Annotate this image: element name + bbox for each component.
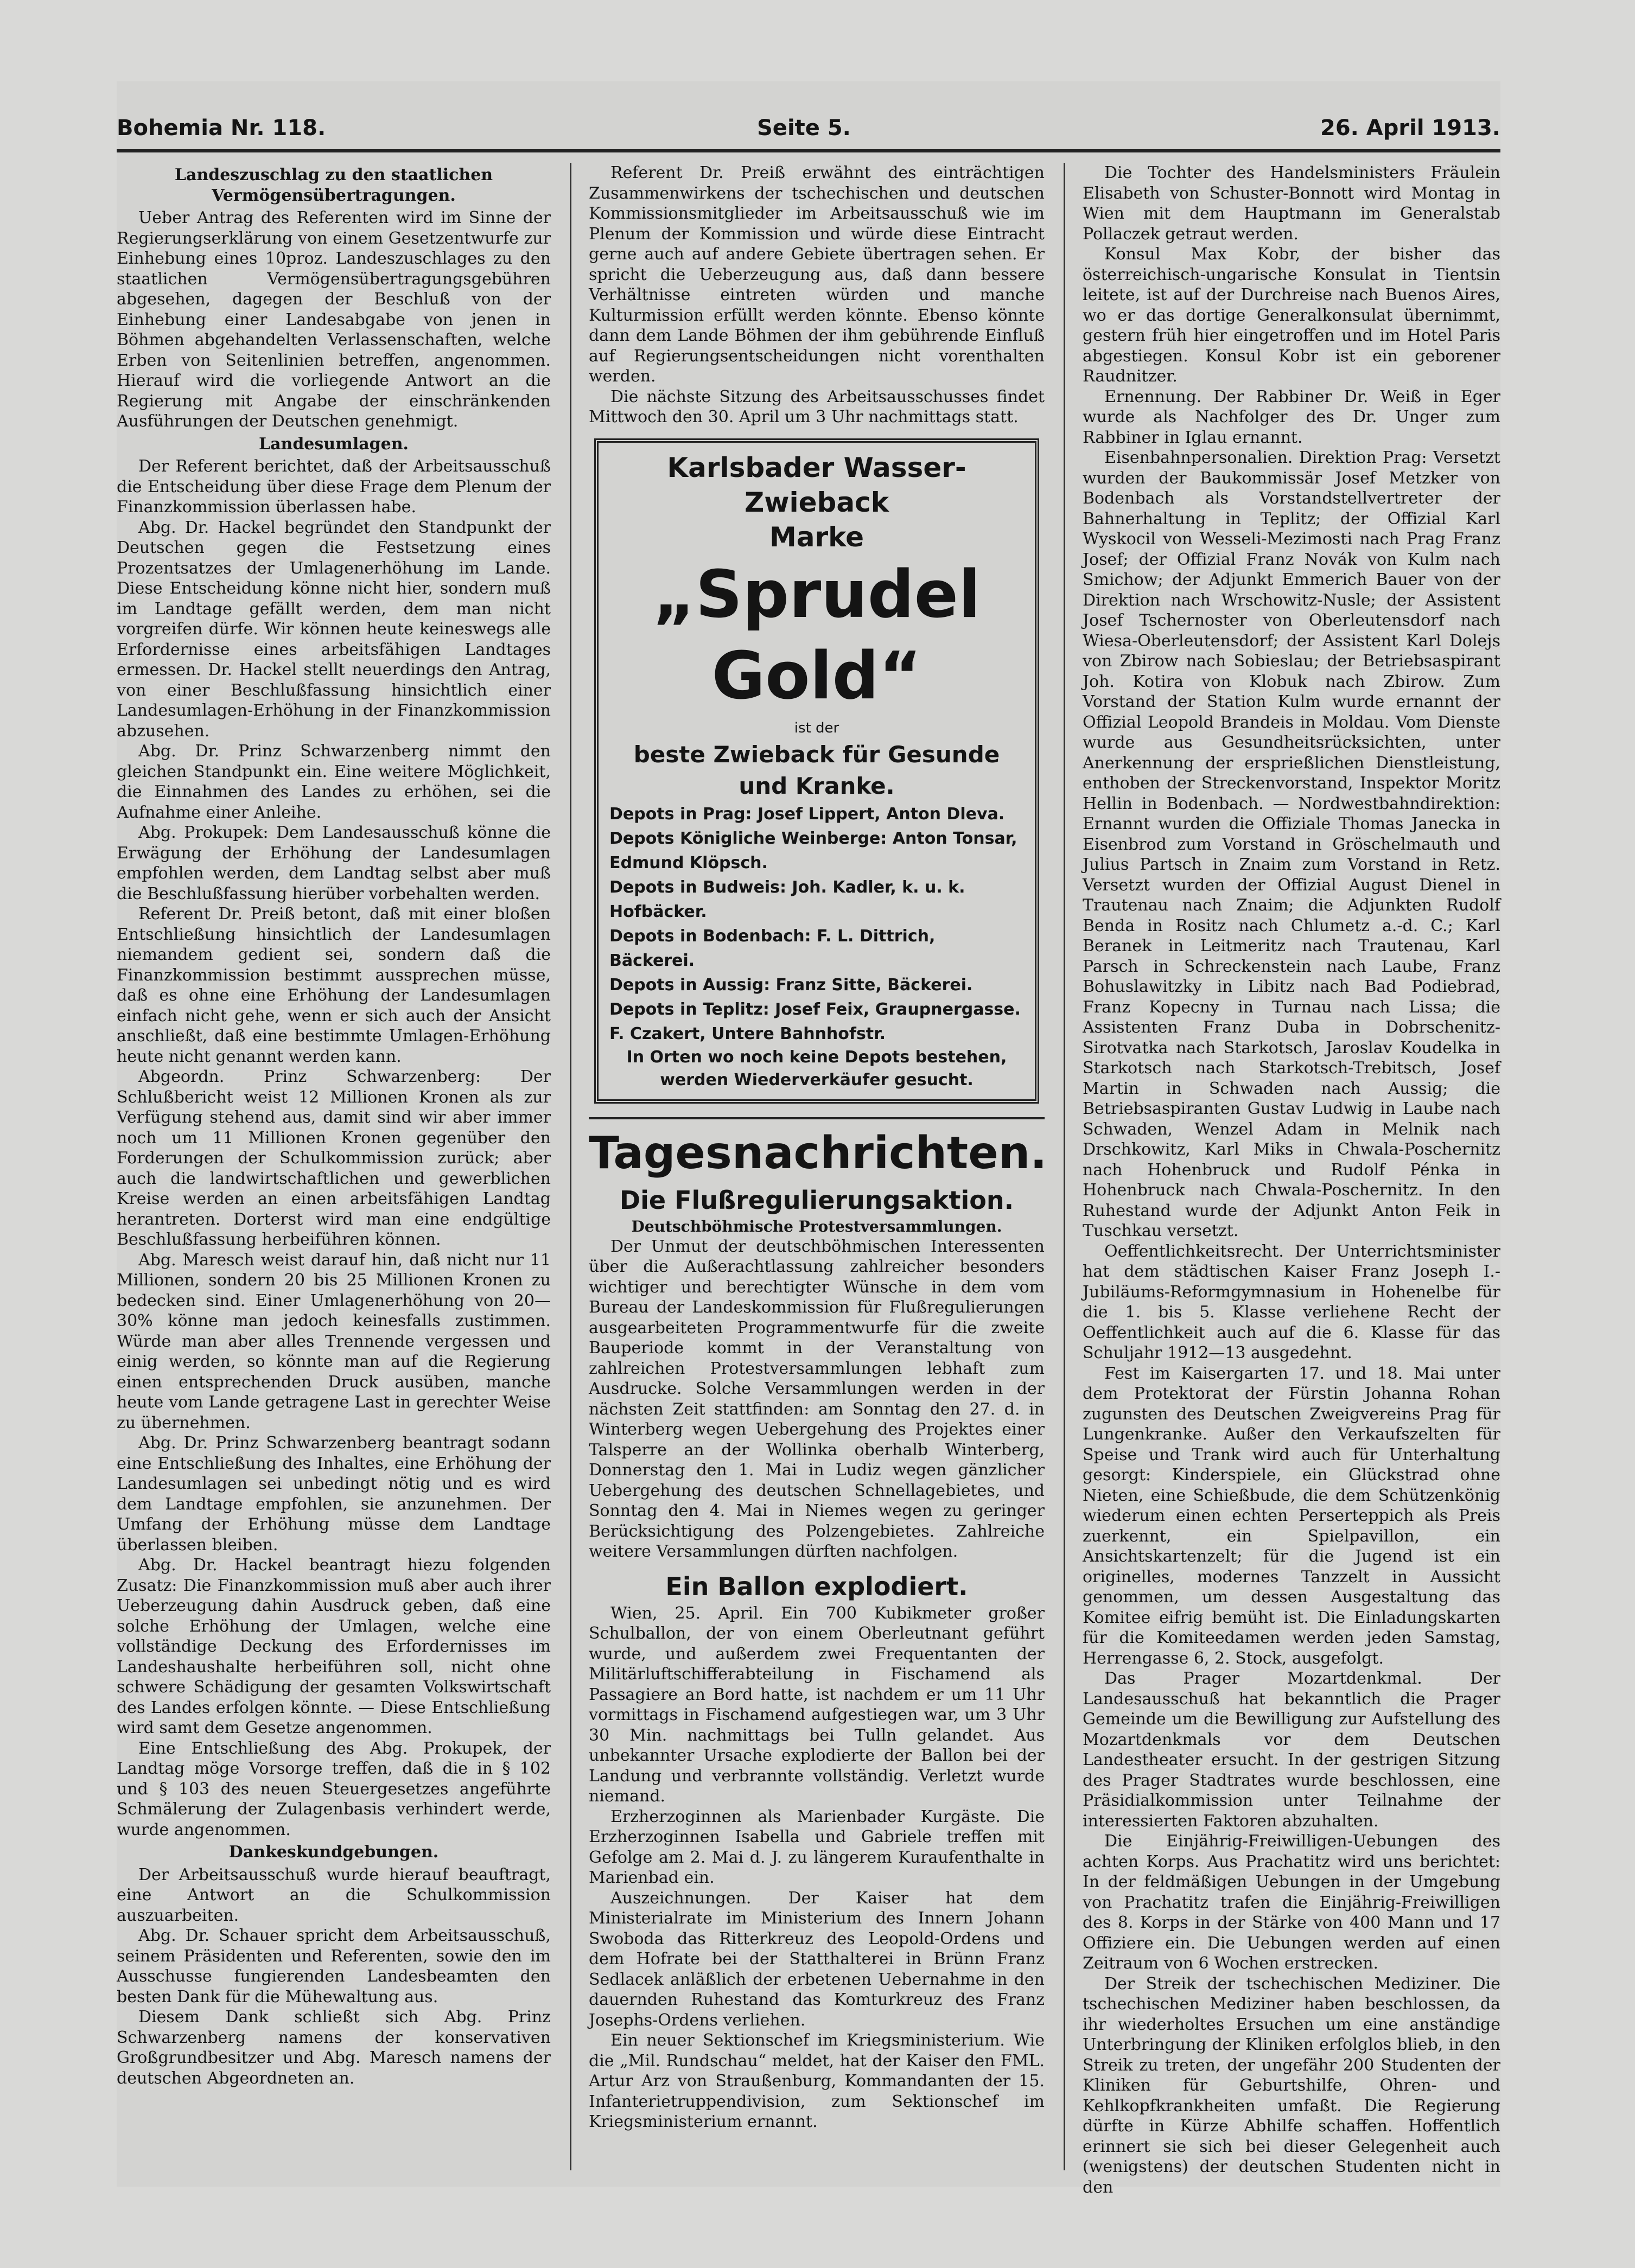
paragraph: Ernennung. Der Rabbiner Dr. Weiß in Eger wurde als Nachfolger des Dr. Unger zum Rabbiner in Iglau ernannt. [1083, 387, 1500, 447]
paragraph: Abg. Dr. Prinz Schwarzenberg beantragt sodann eine Entschließung des Inhaltes, eine Erhöhung der Landesumlagen sei unbedingt nötig und es wird dem Landtage empfohlen, sie anzunehmen. Der Umfang der Erhöhung müsse dem Landtage überlassen bleiben. [117, 1434, 551, 1555]
article-title: Die Flußregulierungsaktion. [619, 1185, 1014, 1215]
ad-marke: Marke [769, 521, 864, 553]
paragraph: Abgeordn. Prinz Schwarzenberg: Der Schlußbericht weist 12 Millionen Kronen als zur Verfügung stehend aus, damit sind wir aber immer noch um 11 Millionen Kronen gegenüber den Forderungen der Schulkommission zurück; aber auch die landwirtschaftlichen und gewerblichen Kreise werden an einen arbeitsfähigen Landtag herantreten. Dorterst wird man eine endgültige Beschlußfassung herbeiführen können. [117, 1067, 551, 1249]
paragraph: Diesem Dank schließt sich Abg. Prinz Schwarzenberg namens der konservativen Großgrundbesitzer und Abg. Maresch namens der deutschen Abgeordneten an. [117, 2008, 551, 2088]
page-header [117, 111, 1500, 152]
paragraph: Der Unmut der deutschböhmischen Interessenten über die Außerachtlassung zahlreicher besonders wichtiger und berechtigter Wünsche in dem vom Bureau der Landeskommission für Flußregulierungen ausgearbeiteten Programmentwurfe für die zweite Bauperiode kommt in der Veranstaltung von zahlreichen Protestversammlungen lebhaft zum Ausdrucke. Solche Versammlungen werden in der nächsten Zeit stattfinden: am Sonntag den 27. d. in Winterberg wegen Uebergehung des Projektes einer Talsperre an der Wollinka oberhalb Winterberg, Donnerstag den 1. Mai in Ludiz wegen gänzlicher Uebergehung des deutschen Schnellagebietes, und Sonntag den 4. Mai in Niemes wegen zu geringer Berücksichtigung des Polzengebietes. Zahlreiche weitere Versammlungen dürften nachfolgen. [589, 1237, 1045, 1561]
ad-depot: Depots in Bodenbach: F. L. Dittrich, Bäckerei. [609, 926, 936, 970]
issue-date: 26. April 1913. [1320, 116, 1500, 141]
paragraph: Die Einjährig-Freiwilligen-Uebungen des achten Korps. Aus Prachatitz wird uns berichtet: In der feldmäßigen Uebungen in der Umgebung von Prachatitz trafen die Einjährig-Freiwilligen des 8. Korps in der Stärke von 400 Mann und 17 Offiziere ein. Die Uebungen werden auf einen Zeitraum von 6 Wochen erstrecken. [1083, 1832, 1500, 1973]
paragraph: Konsul Max Kobr, der bisher das österreichisch-ungarische Konsulat in Tientsin leitete, ist auf der Durchreise nach Buenos Aires, wo er das dortige Generalkonsulat übernimmt, gestern früh hier eingetroffen und im Hotel Paris abgestiegen. Konsul Kobr ist ein geborener Raudnitzer. [1083, 245, 1500, 386]
paragraph: Das Prager Mozartdenkmal. Der Landesausschuß hat bekanntlich die Prager Gemeinde um die Bewilligung zur Aufstellung des Mozartdenkmals vor dem Deutschen Landestheater ersucht. In der gestrigen Sitzung des Prager Stadtrates wurde beschlossen, eine Präsidialkommission unter Teilnahme der interessierten Faktoren abzuhalten. [1083, 1669, 1500, 1831]
ad-depot: Depots in Aussig: Franz Sitte, Bäckerei. [609, 975, 973, 995]
paragraph: Die Tochter des Handelsministers Fräulein Elisabeth von Schuster-Bonnott wird Montag in Wien mit dem Hauptmann im Generalstab Pollaczek getraut werden. [1083, 163, 1500, 244]
paragraph: Abg. Dr. Prinz Schwarzenberg nimmt den gleichen Standpunkt ein. Eine weitere Möglichkeit, die Einnahmen des Landes zu erhöhen, sei die Aufnahme einer Anleihe. [117, 742, 551, 822]
paragraph: Referent Dr. Preiß betont, daß mit einer bloßen Entschließung hinsichtlich der Landesumlagen niemandem gedient sei, sondern daß die Finanzkommission bestimmt aussprechen müsse, daß es ohne eine Erhöhung der Landesumlagen einfach nicht gehe, wenn er sich auch der Ansicht anschließt, daß eine bestimmte Umlagen-Erhöhung heute nicht genannt werden kann. [117, 904, 551, 1066]
section-heading: Tagesnachrichten. [589, 1117, 1045, 1183]
article-subtitle: Deutschböhmische Protestversammlungen. [631, 1217, 1002, 1235]
advertisement-box [594, 438, 1039, 1104]
paragraph: Referent Dr. Preiß erwähnt des einträchtigen Zusammenwirkens der tschechischen und deutschen Kommissionsmitglieder im Arbeitsausschuß wie im Plenum der Kommission und würde diese Eintracht gerne auch auf andere Gebiete übertragen sehen. Er spricht die Ueberzeugung aus, daß dann bessere Verhältnisse eintreten würden und manche Kulturmission erfüllt werden könnte. Ebenso könnte dann dem Lande Böhmen der ihm gebührende Einfluß auf Regierungsentscheidungen nicht vorenthalten werden. [589, 163, 1045, 386]
ad-slogan: beste Zwieback für Gesunde und Kranke. [633, 741, 1000, 799]
paragraph: Ein neuer Sektionschef im Kriegsministerium. Wie die „Mil. Rundschau“ meldet, hat der Kaiser den FML. Artur Arz von Straußenburg, Kommandanten der 15. Infanterietruppendivision, zum Sektionschef im Kriegsministerium ernannt. [589, 2031, 1045, 2131]
column-2 [589, 163, 1045, 2181]
column-3 [1083, 163, 1500, 2197]
ad-footer: In Orten wo noch keine Depots bestehen, werden Wiederverkäufer gesucht. [626, 1047, 1007, 1090]
ad-ist-der: ist der [794, 719, 839, 736]
column-rule-1 [570, 163, 571, 2170]
paragraph: Abg. Dr. Hackel begründet den Standpunkt der Deutschen gegen die Festsetzung eines Prozentsatzes der Umlagenerhöhung im Lande. Diese Entscheidung könne nicht hier, sondern muß im Landtage gefällt werden, dem man nicht vorgreifen dürfe. Wir können heute keineswegs alle Erfordernisse eines arbeitsfähigen Landtages ermessen. Dr. Hackel stellt neuerdings den Antrag, von einer Beschlußfassung hinsichtlich einer Landesumlagen-Erhöhung in der Finanzkommission abzusehen. [117, 518, 551, 741]
ad-product-name: „Sprudel Gold“ [652, 557, 981, 714]
newspaper-page [117, 81, 1500, 2197]
paragraph: Auszeichnungen. Der Kaiser hat dem Ministerialrate im Ministerium des Innern Johann Swoboda das Ritterkreuz des Leopold-Ordens und dem Hofrate bei der Statthalterei in Brünn Franz Sedlacek anläßlich der erbetenen Uebernahme in den dauernden Ruhestand das Komturkreuz des Franz Josephs-Ordens verliehen. [589, 1888, 1045, 2030]
ad-depot: Depots in Teplitz: Josef Feix, Graupnergasse. F. Czakert, Untere Bahnhofstr. [609, 999, 1021, 1043]
article-title: Ein Ballon explodiert. [665, 1571, 968, 1601]
paragraph: Eisenbahnpersonalien. Direktion Prag: Versetzt wurden der Baukommissär Josef Metzker von Bodenbach als Vorstandstellvertreter der Bahnerhaltung in Teplitz; der Offizial Karl Wyskocil von Wesseli-Mezimosti nach Prag Franz Josef; der Offizial Franz Novák von Kulm nach Smichow; der Adjunkt Emmerich Bauer von der Direktion nach Wrschowitz-Nusle; der Assistent Josef Tschernoster von Oberleutensdorf nach Wiesa-Oberleutensdorf; der Assistent Karl Dolejs von Zbirow nach Sobieslau; der Betriebsaspirant Joh. Kotira von Klobuk nach Zbirow. Zum Vorstand der Station Kulm wurde ernannt der Offizial Leopold Brandeis in Moldau. Vom Dienste wurde aus Gesundheitsrücksichten, unter Anerkennung der ersprießlichen Dienstleistung, enthoben der Streckenvorstand, Inspektor Moritz Hellin in Bodenbach. — Nordwestbahndirektion: Ernannt wurden die Offiziale Thomas Janecka in Eisenbrod zum Vorstand in Gröschelmauth und Julius Partsch in Znaim zum Vorstand in Retz. Versetzt wurden der Offizial August Dienel in Trautenau nach Znaim; die Adjunkten Rudolf Benda in Rositz nach Chlumetz a.-d. C.; Karl Beranek in Leitmeritz nach Trautenau, Karl Parsch in Schreckenstein nach Laube, Franz Bohuslawitzky in Libitz nach Bad Podiebrad, Franz Kopecny in Turnau nach Lissa; die Assistenten Franz Duba in Dobrschenitz-Sirotvatka nach Starkotsch, Jaroslav Koudelka in Starkotsch nach Starkotsch-Trebitsch, Josef Martin in Schwaden nach Aussig; die Betriebsaspiranten Gustav Ludwig in Laube nach Schwaden, Wenzel Adam in Melnik nach Drschkowitz, Karl Miks in Chwala-Poschernitz nach Hohenbruck und Rudolf Pénka in Hohenbruck nach Chwala-Poschernitz. In den Ruhestand wurde der Adjunkt Anton Feik in Tuschkau versetzt. [1083, 448, 1500, 1240]
section-title: Landesumlagen. [258, 434, 409, 454]
ad-brand: Karlsbader Wasser-Zwieback [667, 451, 966, 518]
paragraph: Die nächste Sitzung des Arbeitsausschusses findet Mittwoch den 30. April um 3 Uhr nachmittags statt. [589, 387, 1045, 426]
paragraph: Abg. Prokupek: Dem Landesausschuß könne die Erwägung der Erhöhung der Landesumlagen empfohlen werden, dem Landtag selbst aber muß die Beschlußfassung hierüber vorbehalten werden. [117, 823, 551, 903]
paragraph: Erzherzoginnen als Marienbader Kurgäste. Die Erzherzoginnen Isabella und Gabriele treffen mit Gefolge am 2. Mai d. J. zu längerem Kuraufenthalte in Marienbad ein. [589, 1807, 1045, 1887]
paragraph: Abg. Dr. Schauer spricht dem Arbeitsausschuß, seinem Präsidenten und Referenten, sowie den im Ausschusse fungierenden Landesbeamten den besten Dank für die Mühewaltung aus. [117, 1926, 551, 2006]
paragraph: Abg. Dr. Hackel beantragt hiezu folgenden Zusatz: Die Finanzkommission muß aber auch ihrer Ueberzeugung dahin Ausdruck geben, daß eine solche Erhöhung der Umlagen, welche eine vollständige Deckung des Erfordernisses im Landeshaushalte herbeiführen soll, nicht ohne schwere Schädigung der gesamten Volkswirtschaft des Landes erfolgen könnte. — Diese Entschließung wird samt dem Gesetze angenommen. [117, 1556, 551, 1737]
column-1 [117, 163, 551, 2181]
column-rule-2 [1064, 163, 1065, 2170]
section-title: Landeszuschlag zu den staatlichen Vermögensübertragungen. [174, 165, 493, 205]
paragraph: Oeffentlichkeitsrecht. Der Unterrichtsminister hat dem städtischen Kaiser Franz Joseph I.-Jubiläums-Reformgymnasium in Hohenelbe für die 1. bis 5. Klasse verliehene Recht der Oeffentlichkeit auch auf die 6. Klasse für das Schuljahr 1912—13 ausgedehnt. [1083, 1241, 1500, 1362]
section-title: Dankeskundgebungen. [228, 1843, 439, 1862]
ad-depot: Depots Königliche Weinberge: Anton Tonsar, Edmund Klöpsch. [609, 829, 1017, 872]
paper-issue: Bohemia Nr. 118. [117, 116, 326, 141]
ad-depot: Depots in Budweis: Joh. Kadler, k. u. k. Hofbäcker. [609, 877, 965, 921]
paragraph: Wien, 25. April. Ein 700 Kubikmeter großer Schulballon, der von einem Oberleutnant geführt wurde, und außerdem zwei Frequentanten der Militärluftschifferabteilung in Fischamend als Passagiere an Bord hatte, ist nachdem er um 11 Uhr vormittags in Fischamend aufgestiegen war, um 3 Uhr 30 Min. nachmittags bei Tulln gelandet. Aus unbekannter Ursache explodierte der Ballon bei der Landung und verbrannte vollständig. Verletzt wurde niemand. [589, 1603, 1045, 1806]
page-number: Seite 5. [757, 116, 851, 141]
paragraph: Fest im Kaisergarten 17. und 18. Mai unter dem Protektorat der Fürstin Johanna Rohan zugunsten des Deutschen Zweigvereins Prag für Lungenkranke. Außer den Verkaufszelten für Speise und Trank wird auch für Unterhaltung gesorgt: Kinderspiele, ein Glückstrad ohne Nieten, eine Schießbude, die dem Schützenkönig wiederum einen echten Perserteppich als Preis zuerkennt, ein Spielpavillon, ein Ansichtskartenzelt; für die Jugend ist ein originelles, modernes Tanzzelt in Aussicht genommen, um dessen Ausgestaltung das Komitee eifrig bemüht ist. Die Einladungskarten für die Komiteedamen werden jeden Samstag, Herrengasse 6, 2. Stock, ausgefolgt. [1083, 1364, 1500, 1668]
paragraph: Ueber Antrag des Referenten wird im Sinne der Regierungserklärung von einem Gesetzentwurfe zur Einhebung eines 10proz. Landeszuschlages zu den staatlichen Vermögensübertragungsgebühren abgesehen, dagegen der Beschluß von der Einhebung einer Landesabgabe von jenen in Böhmen abgehandelten Verlassenschaften, welche Erben von Seitenlinien betreffen, angenommen. Hierauf wird die vorliegende Antwort an die Regierung mit Angabe der einschränkenden Ausführungen der Deutschen genehmigt. [117, 208, 551, 431]
paragraph: Der Referent berichtet, daß der Arbeitsausschuß die Entscheidung über diese Frage dem Plenum der Finanzkommission überlassen habe. [117, 457, 551, 517]
ad-depot: Depots in Prag: Josef Lippert, Anton Dleva. [609, 804, 1005, 824]
paragraph: Der Arbeitsausschuß wurde hierauf beauftragt, eine Antwort an die Schulkommission auszuarbeiten. [117, 1865, 551, 1925]
paragraph: Abg. Maresch weist darauf hin, daß nicht nur 11 Millionen, sondern 20 bis 25 Millionen Kronen zu bedecken sind. Einer Umlagenerhöhung von 20—30% könne man jedoch keinesfalls zustimmen. Würde man aber alles Trennende vergessen und einig werden, so könnte man auf die Regierung einen entsprechenden Druck ausüben, manche heute vom Lande getragene Last in gerechter Weise zu übernehmen. [117, 1250, 551, 1432]
paragraph: Eine Entschließung des Abg. Prokupek, der Landtag möge Vorsorge treffen, daß die in § 102 und § 103 des neuen Steuergesetzes angeführte Schmälerung der Zulagenbasis verhindert werde, wurde angenommen. [117, 1738, 551, 1839]
paragraph: Der Streik der tschechischen Mediziner. Die tschechischen Mediziner haben beschlossen, da ihr wiederholtes Ersuchen um eine anständige Unterbringung der Kliniken erfolglos blieb, in den Streik zu treten, der ungefähr 200 Studenten der Kliniken für Geburtshilfe, Ohren- und Kehlkopfkrankheiten umfaßt. Die Regierung dürfte in Kürze Abhilfe schaffen. Hoffentlich erinnert sie sich bei dieser Gelegenheit auch (wenigstens) der deutschen Studenten nicht in den [1083, 1974, 1500, 2197]
